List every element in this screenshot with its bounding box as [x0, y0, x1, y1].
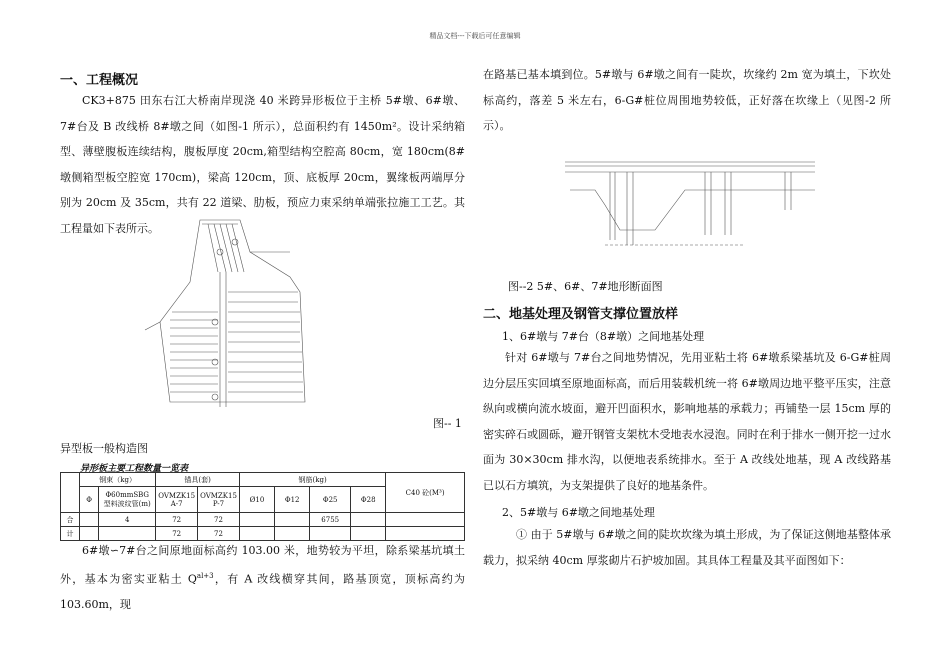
figure-1-caption: 异型板一般构造图 [60, 442, 148, 455]
cliff-paragraph: 在路基已基本填到位。5#墩与 6#墩之间有一陡坎，坎缘约 2m 宽为填土，下坎处标高约，落差 5 米左右，6-G#桩位周围地势较低，正好落在坎缘上（见图-2 所示）。 [483, 68, 891, 132]
cell: 72 [156, 513, 198, 527]
table-row [61, 513, 465, 527]
cell [239, 513, 274, 527]
cell: 72 [156, 527, 198, 541]
page-header: 精品文档---下载后可任意编辑 [429, 32, 521, 40]
overview-paragraph: CK3+875 田东右江大桥南岸现浇 40 米跨异形板位于主桥 5#墩、6#墩、7#台及 B 改线桥 8#墩之间（如图-1 所示），总面积约有 1450m²。设计采纳箱型、薄壁腹板连续结构，腹板厚度 20cm,箱型结构空腔高 80cm，宽 180cm(8#墩侧箱型板空腔宽 170cm)，梁高 120cm，顶、底板厚 20cm，翼缘板两端厚分别为 20cm 及 35cm，共有 22 道梁、肋板，预应力束采纳单端张拉施工工艺。其工程量如下表所示。 [60, 94, 465, 235]
th-phi: Φ [80, 487, 99, 513]
soil-superscript: al+3 [196, 571, 214, 580]
th-pipe: Φ60mmSBG 型料波纹管(m) [99, 487, 156, 513]
th-a7: OVMZK15 A-7 [156, 487, 198, 513]
foundation-paragraph: 针对 6#墩与 7#台之间地势情况，先用亚粘土将 6#墩系梁基坑及 6-G#桩周边分层压实回填至原地面标高，而后用装载机统一将 6#墩周边地平整平压实，注意纵向或横向流水坡面，避开凹面积水，影响地基的承载力；再铺垫一层 15cm 厚的密实碎石或圆砾，避开钢管支架枕木受地表水浸泡。同时在利于排水一侧开挖一过水面为 30×30cm 排水沟，以便地表系统排水。至于 A 改线处地基，现 A 改线路基已以石方填筑，为支架提供了良好的地基条件。 [483, 351, 891, 492]
cell: 4 [99, 513, 156, 527]
th-d28: Φ28 [351, 487, 386, 513]
th-d10: Ø10 [239, 487, 274, 513]
th-anchor: 锚具(套) [156, 473, 240, 487]
figure-1-number: 图-- 1 [433, 417, 462, 430]
terrain-paragraph [60, 538, 465, 617]
cell [275, 513, 310, 527]
subsection-2-title: 2、5#墩与 6#墩之间地基处理 [502, 506, 655, 519]
quantity-table [60, 472, 465, 541]
subsection-1-title: 1、6#墩与 7#台（8#墩）之间地基处理 [502, 330, 705, 343]
slope-protection-paragraph: ① 由于 5#墩与 6#墩之间的陡坎坎缘为填土形成，为了保证这侧地基整体承载力，拟采纳 40cm 厚浆砌片石护坡加固。其具体工程量及其平面图如下： [483, 528, 891, 567]
section-2-title: 二、地基处理及钢管支撑位置放样 [483, 307, 679, 322]
figure-2-drawing [565, 150, 815, 260]
th-rebar: 钢筋(kg) [239, 473, 385, 487]
section-1-title: 一、工程概况 [60, 73, 139, 88]
cell [80, 513, 99, 527]
th-steel: 钢束（kg） [80, 473, 156, 487]
table-title: 异形板主要工程数量一览表 [80, 464, 189, 474]
cell [386, 513, 465, 527]
cell: 72 [198, 513, 240, 527]
th-c40: C40 砼(M³) [386, 473, 465, 513]
cell: 6755 [310, 513, 351, 527]
row-label: 计 [61, 527, 80, 541]
th-d12: Φ12 [275, 487, 310, 513]
cell: 72 [198, 527, 240, 541]
terrain-text-b: ，有 A 改线横穿其间，路基顶宽，顶标高约为 103.60m，现 [60, 572, 466, 611]
figure-1-drawing [140, 212, 340, 422]
terrain-text-a: 6#墩∽7#台之间原地面标高约 103.00 米，地势较为平坦，除系梁基坑填土外，基本为密实亚粘土 Q [60, 544, 465, 586]
cell [351, 513, 386, 527]
th-p7: OVMZK15 P-7 [198, 487, 240, 513]
th-d25: Φ25 [310, 487, 351, 513]
row-label: 合 [61, 513, 80, 527]
figure-2-caption: 图--2 5#、6#、7#地形断面图 [508, 280, 663, 293]
